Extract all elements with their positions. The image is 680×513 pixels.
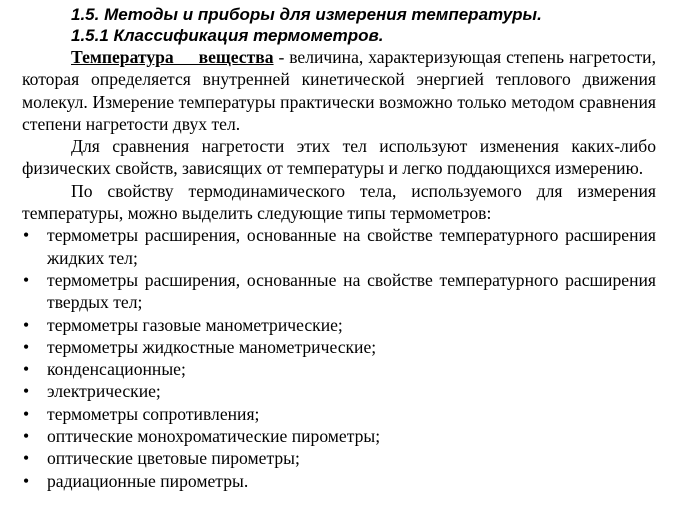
bullet-icon: •	[23, 403, 30, 424]
bullet-icon: •	[23, 225, 30, 246]
bullet-icon: •	[23, 381, 30, 402]
document-page	[22, 4, 656, 492]
comparison-paragraph: Для сравнения нагретости этих тел используют изменения каких-либо физических свойств, зависящих от температуры и легко поддающихся измерению.	[22, 136, 656, 179]
thermometer-types-list	[22, 224, 656, 492]
section-subheading: 1.5.1 Классификация термометров.	[71, 26, 384, 45]
list-item-text: оптические цветовые пирометры;	[47, 448, 300, 469]
list-item-text: термометры газовые манометрические;	[47, 314, 343, 335]
list-item	[22, 470, 656, 492]
document-body	[22, 46, 656, 492]
list-item	[22, 269, 656, 314]
list-item-text: оптические монохроматические пирометры;	[47, 426, 381, 447]
list-item-text: термометры расширения, основанные на свойстве температурного расширения жидких тел;	[47, 225, 656, 268]
list-item	[22, 314, 656, 336]
list-item	[22, 336, 656, 358]
list-item-text: электрические;	[47, 381, 161, 402]
bullet-icon: •	[23, 314, 30, 335]
definition-text: - величина, характеризующая степень нагретости, которая определяется внутренней кинетической энергией теплового движения молекул. Измерение температуры практически возможно только методом сравнения степени нагретости двух тел.	[22, 47, 656, 134]
list-item-text: радиационные пирометры.	[47, 470, 249, 491]
list-item-text: конденсационные;	[47, 359, 186, 380]
list-item	[22, 447, 656, 469]
bullet-icon: •	[23, 470, 30, 491]
list-item-text: термометры расширения, основанные на свойстве температурного расширения твердых тел;	[47, 269, 656, 313]
defined-term: Температура вещества	[71, 47, 274, 67]
definition-paragraph	[22, 46, 656, 135]
bullet-icon: •	[23, 359, 30, 380]
list-item	[22, 224, 656, 269]
list-item-text: термометры жидкостные манометрические;	[47, 336, 377, 357]
list-item	[22, 403, 656, 425]
list-item	[22, 425, 656, 447]
list-item-text: термометры сопротивления;	[47, 403, 260, 424]
bullet-icon: •	[23, 269, 30, 290]
list-item	[22, 358, 656, 380]
bullet-icon: •	[23, 336, 30, 357]
list-intro-paragraph: По свойству термодинамического тела, используемого для измерения температуры, можно выделить следующие типы термометров:	[22, 180, 656, 224]
list-item	[22, 380, 656, 402]
section-heading: 1.5. Методы и приборы для измерения температуры.	[71, 5, 542, 24]
bullet-icon: •	[23, 426, 30, 447]
bullet-icon: •	[23, 448, 30, 469]
